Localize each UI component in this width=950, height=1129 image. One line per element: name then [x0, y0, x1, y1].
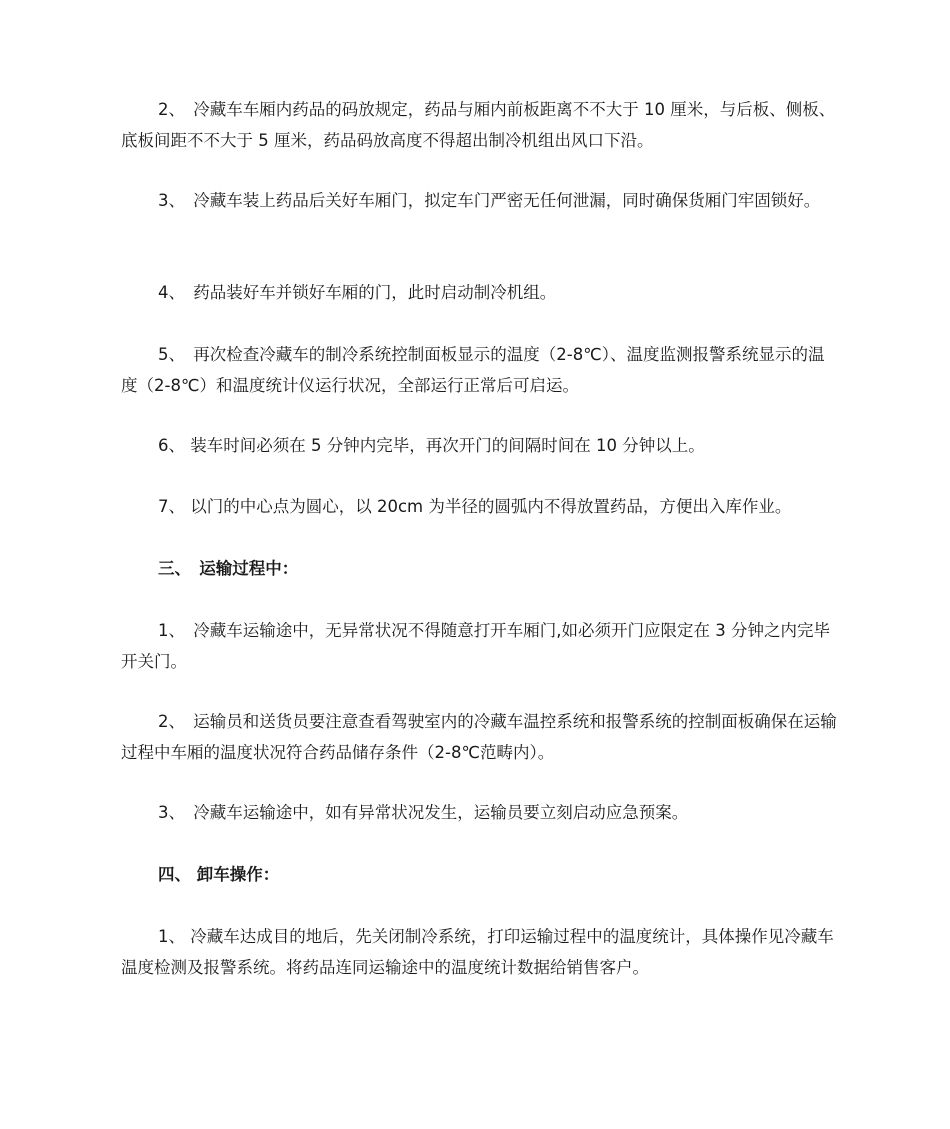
paragraph-transport-door: 1、 冷藏车运输途中，无异常状况不得随意打开车厢门,如必须开门应限定在 3 分钟之内完毕开关门。: [121, 621, 830, 671]
paragraph-check-temperature: 5、 再次检查冷藏车的制冷系统控制面板显示的温度（2-8℃）、温度监测报警系统显示的温度（2-8℃）和温度统计仪运行状况，全部运行正常后可启运。: [121, 345, 825, 395]
paragraph-loading-stacking-rules: 2、 冷藏车车厢内药品的码放规定，药品与厢内前板距离不不大于 10 厘米，与后板、侧板、底板间距不不大于 5 厘米，药品码放高度不得超出制冷机组出风口下沿。: [121, 100, 836, 150]
paragraph-transport-monitoring: 2、 运输员和送货员要注意查看驾驶室内的冷藏车温控系统和报警系统的控制面板确保在运输过程中车厢的温度状况符合药品储存条件（2-8℃范畴内）。: [121, 712, 837, 762]
paragraph-loading-time: 6、 装车时间必须在 5 分钟内完毕，再次开门的间隔时间在 10 分钟以上。: [158, 436, 705, 455]
paragraph-start-refrigeration: 4、 药品装好车并锁好车厢的门，此时启动制冷机组。: [158, 283, 557, 302]
paragraph-close-door: 3、 冷藏车装上药品后关好车厢门，拟定车门严密无任何泄漏，同时确保货厢门牢固锁好。: [158, 191, 821, 210]
paragraph-emergency-plan: 3、 冷藏车运输途中，如有异常状况发生，运输员要立刻启动应急预案。: [158, 803, 689, 822]
paragraph-door-clearance: 7、 以门的中心点为圆心，以 20cm 为半径的圆弧内不得放置药品，方便出入库作业。: [158, 497, 792, 516]
paragraph-unloading-steps: 1、 冷藏车达成目的地后，先关闭制冷系统，打印运输过程中的温度统计，具体操作见冷藏车温度检测及报警系统。将药品连同运输途中的温度统计数据给销售客户。: [121, 927, 834, 977]
section-heading-transport: 三、 运输过程中：: [158, 559, 299, 578]
section-heading-unloading: 四、 卸车操作：: [158, 865, 280, 884]
